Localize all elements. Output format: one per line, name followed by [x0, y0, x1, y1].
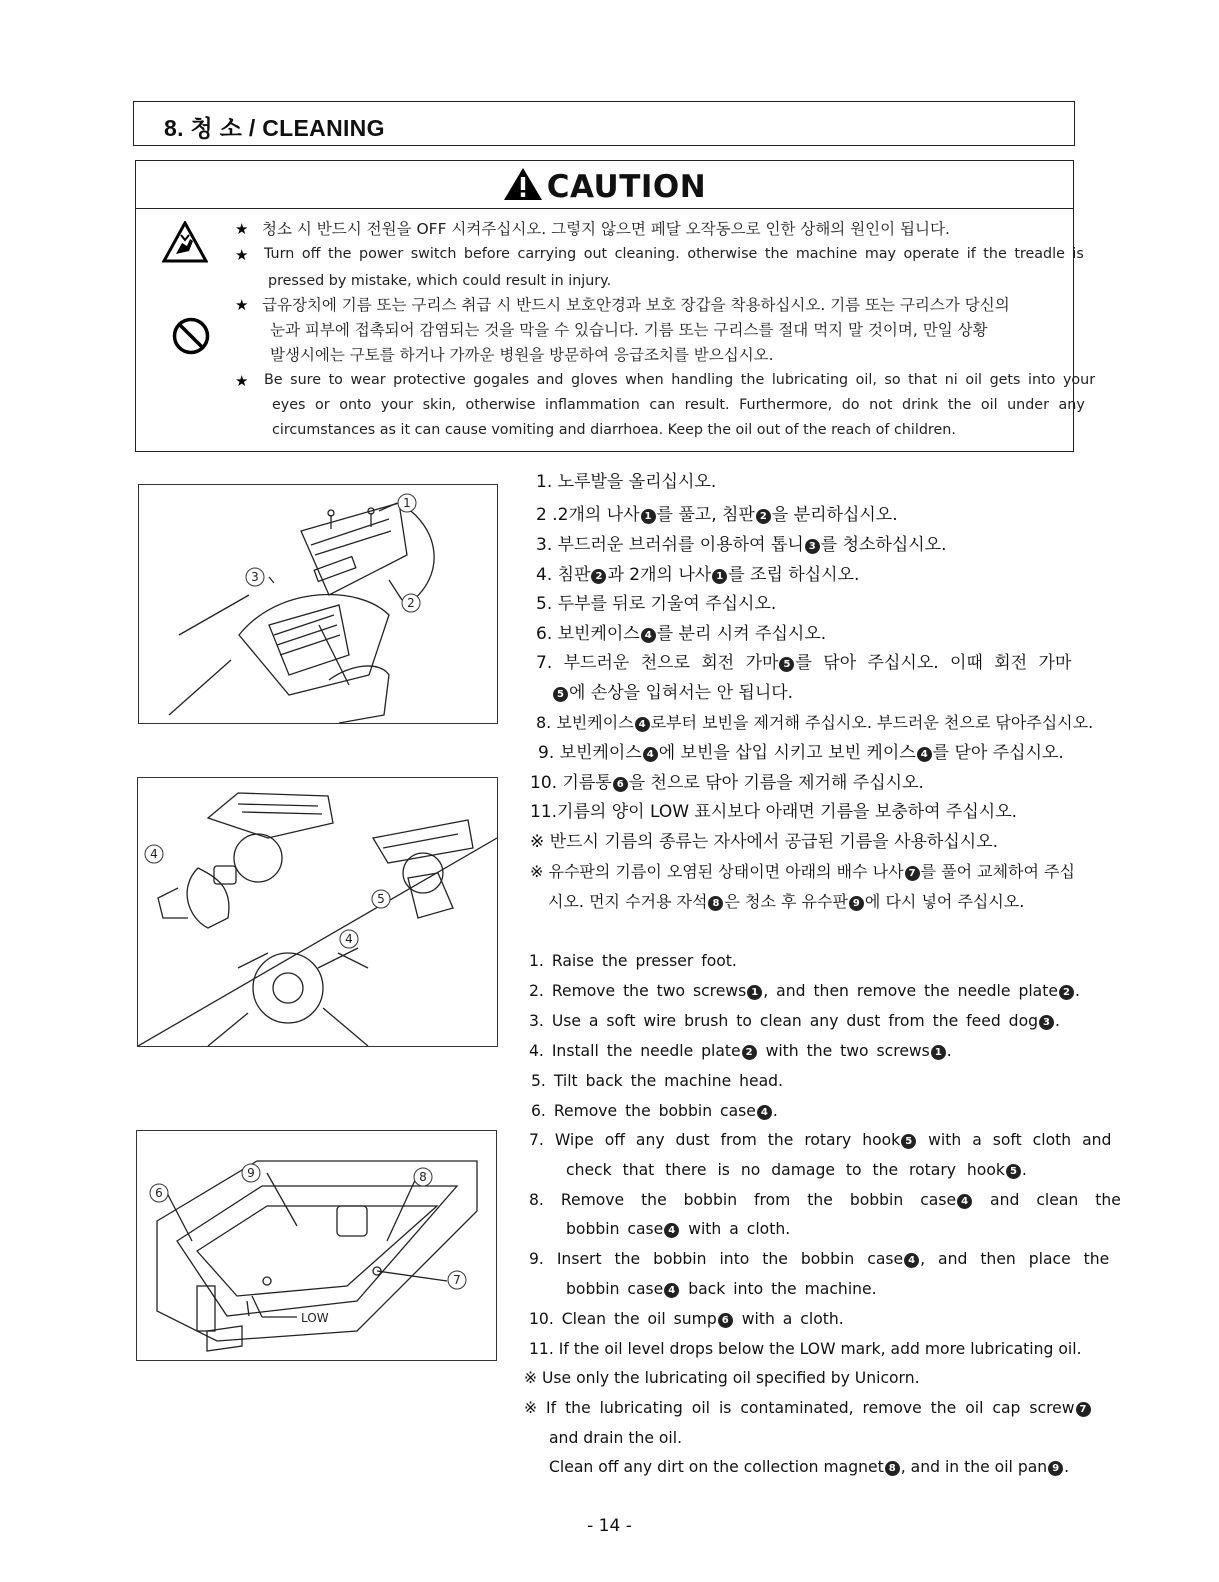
step-text: ※ 반드시 기름의 종류는 자사에서 공급된 기름을 사용하십시오.: [530, 832, 999, 852]
step-text: 를 조립 하십시오.: [728, 565, 860, 585]
reference-number-badge: 4: [957, 1194, 972, 1209]
reference-number-badge: 4: [757, 1105, 772, 1120]
step-text: bobbin case: [566, 1220, 664, 1238]
reference-number-badge: 4: [641, 628, 656, 643]
step-text: 을 천으로 닦아 기름을 제거해 주십시오.: [628, 773, 924, 793]
bullet-star-icon: ★: [235, 220, 249, 238]
step-text: .: [1074, 982, 1080, 1000]
reference-number-badge: 6: [718, 1313, 733, 1328]
hand-injury-warning-icon: [162, 221, 208, 267]
reference-number-badge: 4: [904, 1253, 919, 1268]
step-text: 2 .2개의 나사: [536, 505, 640, 525]
section-header: [133, 101, 1075, 146]
step-text: ※ Use only the lubricating oil specified by Unicorn.: [524, 1369, 920, 1387]
reference-number-badge: 9: [849, 896, 864, 911]
reference-number-badge: 2: [756, 509, 771, 524]
section-title: 8. 청 소 / CLEANING: [164, 115, 385, 141]
caution-text: circumstances as it can cause vomiting and diarrhoea. Keep the oil out of the reach of children.: [272, 422, 956, 438]
step-text: with a cloth.: [680, 1220, 791, 1238]
page-number: - 14 -: [587, 1516, 632, 1536]
en-step: [549, 1456, 1069, 1478]
step-text: 11.기름의 양이 LOW 표시보다 아래면 기름을 보충하여 주십시오.: [530, 802, 1018, 822]
callout-label: 2: [407, 596, 415, 610]
step-text: 은 청소 후 유수판: [724, 892, 848, 911]
step-text: 시오. 먼지 수거용 자석: [548, 892, 708, 911]
step-text: 9. 보빈케이스: [538, 743, 642, 763]
en-step: [529, 980, 1080, 1002]
reference-number-badge: 1: [931, 1045, 946, 1060]
ko-step: [530, 801, 1017, 823]
reference-number-badge: 3: [805, 539, 820, 554]
ko-step: [536, 593, 776, 615]
step-text: 1. 노루발을 올리십시오.: [536, 472, 717, 492]
callout-label: 4: [150, 847, 158, 861]
en-step: [529, 1248, 1109, 1270]
bullet-star-icon: ★: [235, 372, 249, 390]
en-step: [529, 950, 737, 972]
step-text: 5. Tilt back the machine head.: [531, 1072, 784, 1090]
ko-step: [536, 652, 1071, 674]
step-text: 10. 기름통: [530, 773, 612, 793]
ko-step: [530, 831, 998, 853]
en-step: [529, 1189, 1121, 1211]
callout-label: 5: [377, 892, 385, 906]
reference-number-badge: 9: [1048, 1461, 1063, 1476]
en-step: [549, 1427, 682, 1449]
step-text: Clean off any dirt on the collection magnet: [549, 1458, 884, 1476]
prohibition-icon: [171, 316, 211, 360]
step-text: 4. 침판: [536, 565, 591, 585]
reference-number-badge: 4: [664, 1283, 679, 1298]
reference-number-badge: 2: [742, 1045, 757, 1060]
reference-number-badge: 8: [885, 1461, 900, 1476]
oil-pan-figure: [136, 1130, 497, 1361]
ko-step: [548, 891, 1024, 913]
step-text: 에 손상을 입혀서는 안 됩니다.: [569, 683, 794, 703]
caution-heading: [136, 167, 1073, 209]
step-text: 를 닫아 주십시오.: [932, 743, 1064, 763]
step-text: , and then place the: [920, 1250, 1110, 1268]
step-text: , and then remove the needle plate: [763, 982, 1058, 1000]
callout-label: 7: [453, 1273, 461, 1287]
en-step: [529, 1040, 952, 1062]
en-step: [529, 1308, 844, 1330]
step-text: 3. 부드러운 브러쉬를 이용하여 톱니: [536, 535, 804, 555]
ko-step: [536, 712, 1093, 734]
ko-step: [536, 564, 859, 586]
step-text: 8. 보빈케이스: [536, 713, 634, 732]
ko-step: [538, 742, 1064, 764]
reference-number-badge: 1: [747, 985, 762, 1000]
step-text: 6. 보빈케이스: [536, 624, 640, 644]
step-text: .: [1021, 1161, 1027, 1179]
caution-text: Be sure to wear protective gogales and gloves when handling the lubricating oil, so that ni oil gets into your: [264, 372, 1096, 388]
callout-label: 6: [155, 1186, 163, 1200]
callout-label: 8: [419, 1170, 427, 1184]
needle-plate-figure: [138, 484, 498, 724]
reference-number-badge: 4: [664, 1223, 679, 1238]
reference-number-badge: 7: [905, 866, 920, 881]
step-text: 로부터 보빈을 제거해 주십시오. 부드러운 천으로 닦아주십시오.: [650, 713, 1094, 732]
step-text: with the two screws: [757, 1042, 930, 1060]
warning-triangle-icon: [503, 167, 543, 209]
step-text: 9. Insert the bobbin into the bobbin case: [529, 1250, 904, 1268]
step-text: ※ If the lubricating oil is contaminated, remove the oil cap screw: [524, 1399, 1075, 1417]
step-text: 에 보빈을 삽입 시키고 보빈 케이스: [658, 743, 916, 763]
callout-label: 1: [403, 496, 411, 510]
step-text: .: [1064, 1458, 1070, 1476]
en-step: [529, 1010, 1060, 1032]
step-text: 를 풀어 교체하여 주십: [920, 862, 1075, 881]
step-text: 를 풀고, 침판: [656, 505, 755, 525]
caution-text: 청소 시 반드시 전원을 OFF 시켜주십시오. 그렇지 않으면 페달 오작동으로 인한 상해의 원인이 됩니다.: [262, 220, 950, 238]
low-mark-label: LOW: [301, 1311, 329, 1325]
bullet-star-icon: ★: [235, 296, 249, 314]
caution-text: Turn off the power switch before carrying out cleaning. otherwise the machine may operate if the treadle is: [264, 246, 1084, 262]
reference-number-badge: 4: [917, 747, 932, 762]
step-text: 5. 두부를 뒤로 기울여 주십시오.: [536, 594, 777, 614]
bobbin-case-figure: [137, 777, 498, 1047]
en-step: [531, 1100, 778, 1122]
step-text: and clean the: [973, 1191, 1121, 1209]
step-text: .: [772, 1102, 778, 1120]
reference-number-badge: 4: [643, 747, 658, 762]
caution-text: 급유장치에 기름 또는 구리스 취급 시 반드시 보호안경과 보호 장갑을 착용하십시오. 기름 또는 구리스가 당신의: [262, 296, 1010, 314]
step-text: back into the machine.: [680, 1280, 877, 1298]
step-text: 3. Use a soft wire brush to clean any dust from the feed dog: [529, 1012, 1039, 1030]
reference-number-badge: 2: [591, 569, 606, 584]
reference-number-badge: 4: [635, 717, 650, 732]
ko-step: [552, 682, 793, 704]
step-text: 7. Wipe off any dust from the rotary hook: [529, 1131, 901, 1149]
step-text: 과 2개의 나사: [607, 565, 712, 585]
reference-number-badge: 8: [708, 896, 723, 911]
step-text: 2. Remove the two screws: [529, 982, 747, 1000]
step-text: 6. Remove the bobbin case: [531, 1102, 756, 1120]
en-step: [566, 1218, 790, 1240]
caution-text: pressed by mistake, which could result in injury.: [268, 273, 612, 289]
reference-number-badge: 1: [641, 509, 656, 524]
en-step: [524, 1367, 920, 1389]
step-text: .: [946, 1042, 952, 1060]
reference-number-badge: 5: [779, 657, 794, 672]
step-text: 를 청소하십시오.: [820, 535, 947, 555]
step-text: 을 분리하십시오.: [771, 505, 898, 525]
en-step: [531, 1070, 783, 1092]
caution-text: 눈과 피부에 접촉되어 감염되는 것을 막을 수 있습니다. 기름 또는 구리스를 절대 먹지 말 것이며, 만일 상황: [270, 321, 988, 339]
step-text: 10. Clean the oil sump: [529, 1310, 717, 1328]
step-text: 8. Remove the bobbin from the bobbin case: [529, 1191, 957, 1209]
reference-number-badge: 5: [1006, 1164, 1021, 1179]
step-text: 1. Raise the presser foot.: [529, 952, 737, 970]
step-text: 11. If the oil level drops below the LOW mark, add more lubricating oil.: [529, 1340, 1082, 1358]
step-text: 를 분리 시켜 주십시오.: [656, 624, 827, 644]
reference-number-badge: 6: [613, 777, 628, 792]
step-text: 7. 부드러운 천으로 회전 가마: [536, 653, 779, 673]
ko-step: [536, 534, 947, 556]
step-text: and drain the oil.: [549, 1429, 683, 1447]
step-text: with a cloth.: [733, 1310, 844, 1328]
step-text: 에 다시 넣어 주십시오.: [864, 892, 1025, 911]
caution-title-bar: [136, 161, 1073, 209]
en-step: [529, 1129, 1111, 1151]
reference-number-badge: 7: [1076, 1402, 1091, 1417]
bullet-star-icon: ★: [235, 246, 249, 264]
step-text: 4. Install the needle plate: [529, 1042, 741, 1060]
callout-label: 4: [345, 932, 353, 946]
reference-number-badge: 2: [1059, 985, 1074, 1000]
caution-text: eyes or onto your skin, otherwise inflammation can result. Furthermore, do not drink the oil under any: [272, 397, 1085, 413]
en-step: [566, 1159, 1027, 1181]
ko-step: [536, 504, 898, 526]
reference-number-badge: 5: [901, 1134, 916, 1149]
ko-step: [530, 861, 1075, 883]
reference-number-badge: 5: [553, 687, 568, 702]
reference-number-badge: 1: [712, 569, 727, 584]
step-text: bobbin case: [566, 1280, 664, 1298]
step-text: with a soft cloth and: [917, 1131, 1112, 1149]
step-text: .: [1055, 1012, 1060, 1030]
step-text: check that there is no damage to the rotary hook: [566, 1161, 1005, 1179]
en-step: [529, 1338, 1082, 1360]
caution-box: [135, 160, 1096, 452]
step-text: ※ 유수판의 기름이 오염된 상태이면 아래의 배수 나사: [530, 862, 904, 881]
callout-label: 9: [247, 1166, 255, 1180]
caution-title: CAUTION: [546, 169, 707, 205]
ko-step: [530, 772, 924, 794]
ko-step: [536, 471, 716, 493]
caution-text: 발생시에는 구토를 하거나 가까운 병원을 방문하여 응급조치를 받으십시오.: [270, 346, 774, 364]
step-text: 를 닦아 주십시오. 이때 회전 가마: [795, 653, 1072, 673]
ko-step: [536, 623, 826, 645]
en-step: [566, 1278, 877, 1300]
reference-number-badge: 3: [1039, 1015, 1054, 1030]
step-text: , and in the oil pan: [900, 1458, 1048, 1476]
en-step: [524, 1397, 1092, 1419]
callout-label: 3: [251, 570, 259, 584]
